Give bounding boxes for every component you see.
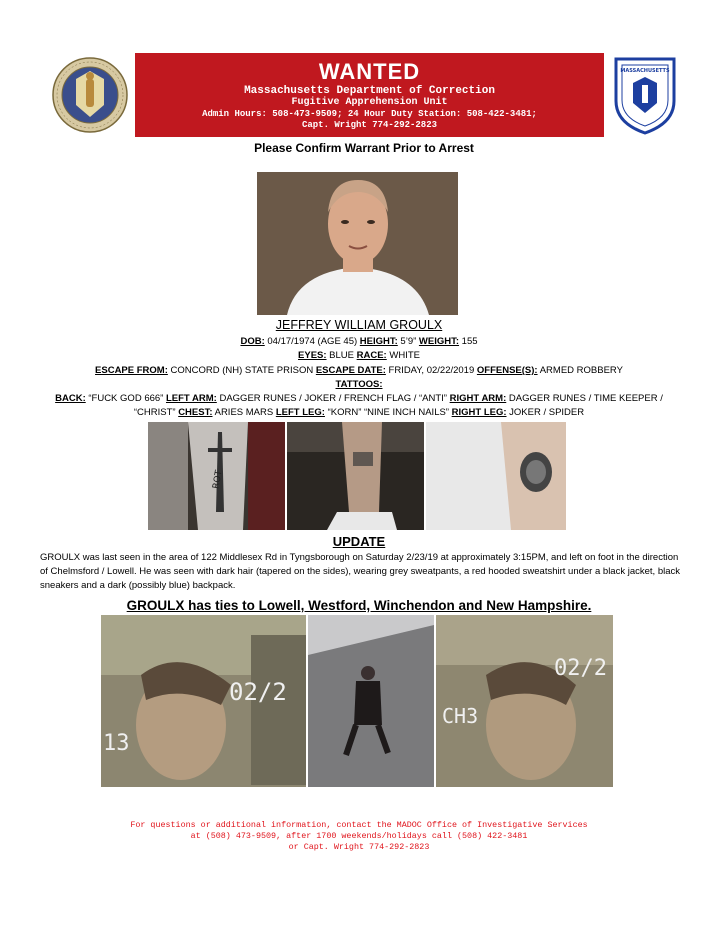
tattoo-photo-left-arm bbox=[148, 422, 285, 530]
right-leg-label: RIGHT LEG: bbox=[451, 407, 507, 418]
weight-label: WEIGHT: bbox=[418, 336, 460, 347]
eyes-race-line bbox=[0, 349, 718, 363]
timestamp-overlay-right: 02/2 bbox=[554, 656, 607, 681]
physical-description-line bbox=[0, 335, 718, 349]
offense-value: ARMED ROBBERY bbox=[537, 365, 623, 376]
wanted-banner bbox=[135, 53, 604, 137]
camera-label-right: CH3 bbox=[442, 704, 479, 728]
escape-date-value: FRIDAY, 02/22/2019 bbox=[385, 365, 477, 376]
back-label: BACK: bbox=[55, 393, 86, 404]
escape-from-label: ESCAPE FROM: bbox=[95, 365, 168, 376]
doc-badge-logo bbox=[612, 55, 678, 135]
dob-value: 04/17/1974 (AGE 45) bbox=[264, 336, 360, 347]
escape-line bbox=[0, 364, 718, 378]
footer-line-3: or Capt. Wright 774-292-2823 bbox=[288, 842, 430, 852]
chest-label: CHEST: bbox=[178, 407, 213, 418]
admin-hours: Admin Hours: 508-473-9509; 24 Hour Duty Station: 508-422-3481; bbox=[202, 108, 537, 119]
tattoo-word: ROT bbox=[211, 469, 225, 490]
surveillance-still-center bbox=[308, 615, 434, 787]
race-label: RACE: bbox=[356, 350, 387, 361]
badge-top-text: MASSACHUSETTS bbox=[620, 68, 670, 74]
surveillance-still-left bbox=[101, 615, 306, 787]
ties-statement: GROULX has ties to Lowell, Westford, Winchendon and New Hampshire. bbox=[126, 598, 592, 613]
update-description: GROULX was last seen in the area of 122 Middlesex Rd in Tyngsborough on Saturday 2/23/19 at approximately 3:15PM, and left on foot in the direction of Chelmsford / Lowell. He was seen with dark hair (tapered on the sides), wearing grey sweatpants, a red hooded sweatshirt under a black jacket, black sneakers and a dark (possibly blue) backpack. bbox=[40, 552, 680, 591]
camera-label: 13 bbox=[103, 731, 130, 756]
eyes-label: EYES: bbox=[298, 350, 327, 361]
contact-footer bbox=[0, 820, 718, 853]
captain-contact: Capt. Wright 774-292-2823 bbox=[301, 119, 438, 130]
right-leg-value: JOKER / SPIDER bbox=[506, 407, 585, 418]
footer-line-2: at (508) 473-9509, after 1700 weekends/holidays call (508) 422-3481 bbox=[190, 831, 528, 841]
tattoos-label: TATTOOS: bbox=[335, 379, 383, 390]
massachusetts-state-seal bbox=[52, 57, 128, 133]
left-leg-label: LEFT LEG: bbox=[275, 407, 325, 418]
tattoos-heading-line bbox=[0, 378, 718, 392]
right-arm-value: DAGGER RUNES / TIME KEEPER / bbox=[506, 393, 663, 404]
back-value: “FUCK GOD 666” bbox=[85, 393, 166, 404]
chest-value: ARIES MARS bbox=[212, 407, 276, 418]
escape-date-label: ESCAPE DATE: bbox=[315, 365, 386, 376]
left-arm-value: DAGGER RUNES / JOKER / FRENCH FLAG / “ANTI” bbox=[216, 393, 450, 404]
unit-name: Fugitive Apprehension Unit bbox=[291, 97, 448, 108]
tattoos-line-1 bbox=[0, 392, 718, 406]
surveillance-still-right bbox=[436, 615, 613, 787]
escape-from-value: CONCORD (NH) STATE PRISON bbox=[167, 365, 316, 376]
mugshot-photo bbox=[257, 172, 458, 315]
tattoo-photo-leg bbox=[287, 422, 424, 530]
update-heading: UPDATE bbox=[332, 534, 386, 549]
right-arm-value-cont: “CHRIST” bbox=[133, 407, 179, 418]
height-value: 5’9” bbox=[397, 336, 419, 347]
tattoo-photo-right-arm bbox=[426, 422, 566, 530]
right-arm-label: RIGHT ARM: bbox=[449, 393, 507, 404]
left-leg-value: “KORN” “NINE INCH NAILS” bbox=[324, 407, 452, 418]
race-value: WHITE bbox=[386, 350, 420, 361]
tattoos-line-2 bbox=[0, 406, 718, 420]
left-arm-label: LEFT ARM: bbox=[165, 393, 217, 404]
footer-line-1: For questions or additional information, contact the MADOC Office of Investigative Services bbox=[130, 820, 588, 830]
timestamp-overlay: 02/2 bbox=[229, 678, 287, 706]
confirm-warrant-notice: Please Confirm Warrant Prior to Arrest bbox=[254, 141, 474, 155]
height-label: HEIGHT: bbox=[359, 336, 398, 347]
fugitive-name: JEFFREY WILLIAM GROULX bbox=[275, 318, 443, 332]
weight-value: 155 bbox=[459, 336, 478, 347]
eyes-value: BLUE bbox=[326, 350, 357, 361]
dob-label: DOB: bbox=[240, 336, 265, 347]
offense-label: OFFENSE(S): bbox=[476, 365, 538, 376]
department-name: Massachusetts Department of Correction bbox=[244, 85, 495, 97]
wanted-title: WANTED bbox=[318, 59, 421, 84]
